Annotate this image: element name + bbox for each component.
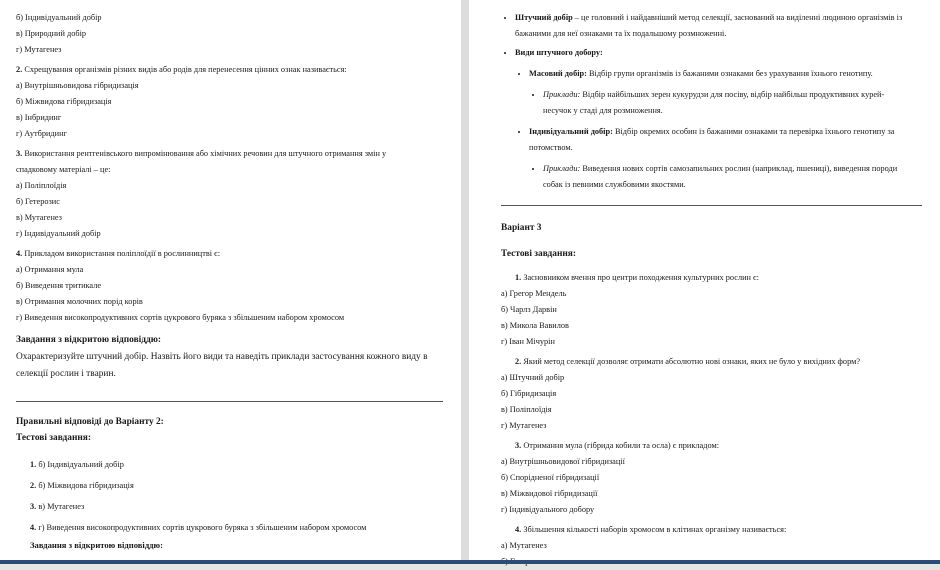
section-divider (501, 205, 922, 206)
option: б) Індивідуальний добір (16, 13, 102, 22)
q1-tail-options (16, 10, 443, 58)
example-list (529, 161, 922, 193)
option: в) Природний добір (16, 29, 87, 38)
question-3 (501, 438, 922, 518)
option: а) Внутрішньовидова гібридизація (16, 81, 139, 90)
bullet-list (501, 10, 922, 193)
question-text: 2. Який метод селекції дозволяє отримати абсолютно нові ознаки, яких не було у вихідних форм? (515, 357, 861, 366)
option: в) Міжвидової гібридизації (501, 489, 598, 498)
option: б) Гібридизація (501, 389, 557, 398)
option: а) Мутагенез (501, 541, 547, 550)
variant-title: Варіант 3 (501, 223, 542, 233)
bullet-artificial-selection: • Штучний добір – це головний і найдавніший метод селекції, заснований на виділенні людиною організмів із бажаними для неї ознаками та їх подальшому розмноженні. (515, 10, 922, 42)
option: а) Грегор Мендель (501, 289, 567, 298)
option: г) Мутагенез (501, 421, 547, 430)
tests-title: Тестові завдання: (16, 433, 91, 443)
taskbar (0, 560, 940, 564)
question-4 (16, 246, 443, 326)
answer-list (16, 454, 443, 538)
open-question-title: Завдання з відкритою відповіддю: (16, 335, 162, 345)
option: в) Інбридинг (16, 113, 62, 122)
question-text: 1. Засновником вчення про центри походження культурних рослин є: (515, 273, 759, 282)
option: б) Чарлз Дарвін (501, 305, 557, 314)
option: а) Поліплоїдія (16, 181, 67, 190)
bullet-example: • Приклади: Виведення нових сортів самозапильних рослин (наприклад, пшениці), виведення породи собак із певними службовими якостями. (543, 161, 922, 193)
bullet-types: • Види штучного добору: • Масовий добір: Відбір групи організмів із бажаними ознаками без урахування їхнього генотипу. • Приклади: Відбір найбільших зерен кукурудзи для посіву, відбір найбільш продуктивних курей- несучок у стаді для розмноження. • Індивідуальний добір: Відбір окремих особин із бажаними ознаками та перевірка їхнього генотипу за потомством. • Приклади: Виведення нових сортів самозапильних рослин (наприклад, пшениці), виведення породи собак із певними службовими якостями. (515, 45, 922, 193)
open-question-line: Охарактеризуйте штучний добір. Назвіть його види та наведіть приклади застосування кожного виду в (16, 352, 428, 362)
option: в) Отримання молочних порід корів (16, 297, 143, 306)
option: а) Внутрішньовидової гібридизації (501, 457, 625, 466)
option: б) Гетерозис (16, 197, 60, 206)
option: г) Індивідуальний добір (16, 229, 101, 238)
option: б) Міжвидова гібридизація (16, 97, 112, 106)
question-2 (16, 62, 443, 142)
option: а) Отримання мула (16, 265, 84, 274)
question-2 (501, 354, 922, 434)
right-page (469, 0, 940, 560)
option: в) Мутагенез (16, 213, 62, 222)
option: в) Микола Вавилов (501, 321, 569, 330)
open-answers-title: Завдання з відкритою відповіддю: (30, 540, 163, 550)
example-list (529, 87, 922, 119)
answer-item: 2. б) Міжвидова гібридизація (30, 481, 134, 490)
bullet-example: • Приклади: Відбір найбільших зерен кукурудзи для посіву, відбір найбільш продуктивних курей- несучок у стаді для розмноження. (543, 87, 922, 119)
option: а) Штучний добір (501, 373, 565, 382)
tests-title: Тестові завдання: (501, 249, 576, 259)
answer-item: 4. г) Виведення високопродуктивних сортів цукрового буряка з збільшеним набором хромосом (30, 523, 367, 532)
question-text: 3. Отримання мула (гібрида кобили та осла) є прикладом: (515, 441, 719, 450)
bullet-mass-selection: • Масовий добір: Відбір групи організмів із бажаними ознаками без урахування їхнього генотипу. • Приклади: Відбір найбільших зерен кукурудзи для посіву, відбір найбільш продуктивних курей- несучок у стаді для розмноження. (529, 66, 922, 119)
question-1 (501, 270, 922, 350)
question-text: 4. Прикладом використання поліплоїдії в рослинництві є: (16, 249, 221, 258)
question-text: 2. Схрещування організмів різних видів або родів для перенесення цінних ознак називається: (16, 65, 347, 74)
sub-bullet-list (515, 66, 922, 193)
option: б) Спорідненої гібридизації (501, 473, 600, 482)
option: г) Виведення високопродуктивних сортів цукрового буряка з збільшеним набором хромосом (16, 313, 345, 322)
answer-item: 1. б) Індивідуальний добір (30, 460, 124, 469)
option: г) Іван Мічурін (501, 337, 555, 346)
option: г) Мутагенез (16, 45, 62, 54)
question-text-cont: спадковому матеріалі – це: (16, 165, 111, 174)
question-3 (16, 146, 443, 242)
option: б) Виведення тритикале (16, 281, 102, 290)
question-text: 4. Збільшення кількості наборів хромосом в клітинах організму називається: (515, 525, 787, 534)
answers-title: Правильні відповіді до Варіанту 2: (16, 417, 164, 427)
answer-item: 3. в) Мутагенез (30, 502, 85, 511)
left-page (0, 0, 461, 560)
option: г) Аутбридинг (16, 129, 67, 138)
open-question-line: селекції рослин і тварин. (16, 369, 116, 379)
section-divider (16, 401, 443, 402)
option: в) Поліплоїдія (501, 405, 552, 414)
question-text: 3. Використання рентгенівського випромінювання або хімічних речовин для штучного отримання змін у (16, 149, 387, 158)
bullet-individual-selection: • Індивідуальний добір: Відбір окремих особин із бажаними ознаками та перевірка їхнього генотипу за потомством. • Приклади: Виведення нових сортів самозапильних рослин (наприклад, пшениці), виведення породи собак із певними службовими якостями. (529, 124, 922, 193)
option: г) Індивідуального добору (501, 505, 595, 514)
page-gutter (461, 0, 469, 560)
